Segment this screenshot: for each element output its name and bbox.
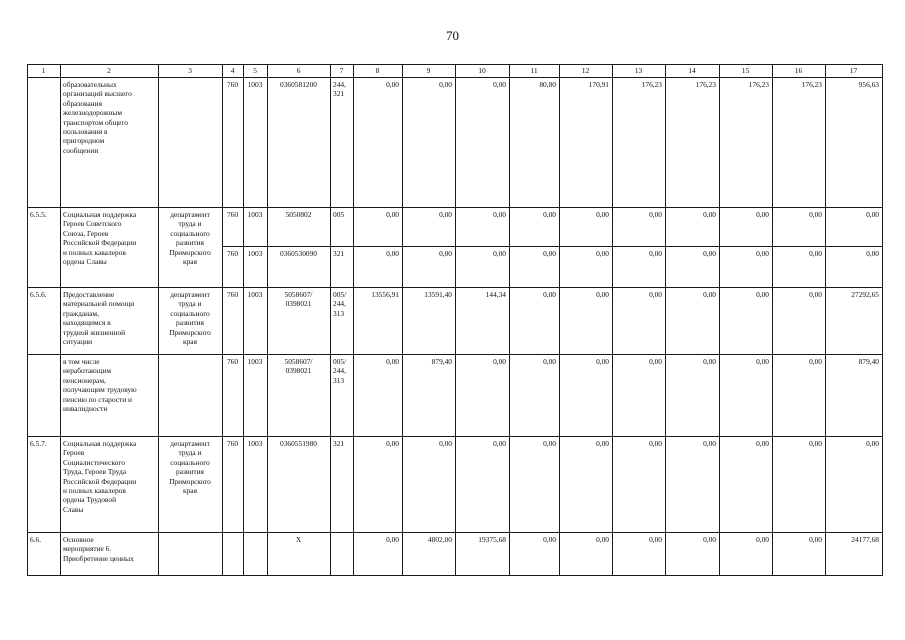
column-rule xyxy=(559,64,560,576)
value-cell: 0,00 xyxy=(439,210,452,219)
value-cell: 0,00 xyxy=(756,249,769,258)
cell-col6: 0360530090 xyxy=(280,249,317,258)
value-cell: 0,00 xyxy=(596,535,609,544)
cell-col4: 760 xyxy=(226,210,239,219)
value-cell: 0,00 xyxy=(493,439,506,448)
value-cell: 0,00 xyxy=(756,535,769,544)
value-cell: 956,63 xyxy=(858,80,879,89)
column-header-11: 11 xyxy=(530,66,538,75)
value-cell: 0,00 xyxy=(493,357,506,366)
value-cell: 0,00 xyxy=(809,249,822,258)
value-cell: 0,00 xyxy=(386,80,399,89)
cell-col5: 1003 xyxy=(247,80,263,89)
value-cell: 0,00 xyxy=(493,210,506,219)
column-header-6: 6 xyxy=(296,66,301,75)
value-cell: 879,40 xyxy=(858,357,879,366)
value-cell: 0,00 xyxy=(596,290,609,299)
value-cell: 0,00 xyxy=(703,439,716,448)
value-cell: 0,00 xyxy=(543,357,556,366)
column-header-7: 7 xyxy=(339,66,344,75)
value-cell: 0,00 xyxy=(543,249,556,258)
row-number: 6.5.6. xyxy=(30,290,47,299)
cell-col7: 005 xyxy=(333,210,345,219)
column-header-17: 17 xyxy=(849,66,858,75)
value-cell: 0,00 xyxy=(543,210,556,219)
column-header-8: 8 xyxy=(375,66,380,75)
cell-col6: 5058607/ 0398021 xyxy=(284,290,313,309)
value-cell: 0,00 xyxy=(439,439,452,448)
value-cell: 0,00 xyxy=(386,439,399,448)
value-cell: 0,00 xyxy=(386,535,399,544)
value-cell: 0,00 xyxy=(596,357,609,366)
value-cell: 0,00 xyxy=(703,249,716,258)
cell-col4: 760 xyxy=(226,439,239,448)
value-cell: 80,80 xyxy=(539,80,556,89)
cell-col7: 321 xyxy=(333,439,345,448)
value-cell: 0,00 xyxy=(703,210,716,219)
value-cell: 0,00 xyxy=(703,290,716,299)
column-header-13: 13 xyxy=(634,66,643,75)
cell-col5: 1003 xyxy=(247,357,263,366)
column-rule xyxy=(665,64,666,576)
row-executor: департамент труда и социального развития Приморского края xyxy=(169,290,211,347)
row-name: Предоставление материальной помощи гражданам, находящимся в трудной жизненной ситуации xyxy=(63,290,135,347)
column-header-4: 4 xyxy=(230,66,235,75)
row-executor: департамент труда и социального развития Приморского края xyxy=(169,439,211,496)
value-cell: 0,00 xyxy=(649,210,662,219)
column-header-9: 9 xyxy=(426,66,431,75)
row-name: Основное мероприятие 6. Приобретение ценных xyxy=(63,535,134,563)
value-cell: 0,00 xyxy=(439,80,452,89)
cell-col7: 244, 321 xyxy=(333,80,346,99)
value-cell: 0,00 xyxy=(493,80,506,89)
value-cell: 4802,00 xyxy=(427,535,452,544)
cell-col4: 760 xyxy=(226,357,239,366)
value-cell: 0,00 xyxy=(386,210,399,219)
value-cell: 0,00 xyxy=(493,249,506,258)
value-cell: 0,00 xyxy=(756,439,769,448)
value-cell: 19375,68 xyxy=(478,535,506,544)
value-cell: 0,00 xyxy=(756,210,769,219)
column-rule xyxy=(612,64,613,576)
value-cell: 0,00 xyxy=(596,249,609,258)
row-number: 6.5.5. xyxy=(30,210,47,219)
value-cell: 0,00 xyxy=(543,290,556,299)
column-header-3: 3 xyxy=(188,66,192,75)
value-cell: 0,00 xyxy=(596,439,609,448)
column-rule xyxy=(455,64,456,576)
value-cell: 0,00 xyxy=(596,210,609,219)
row-name: в том числе неработающим пенсионерам, получающим трудовую пенсию по старости и инвалидности xyxy=(63,357,137,414)
value-cell: 0,00 xyxy=(809,535,822,544)
cell-col7: 005/ 244, 313 xyxy=(333,290,347,318)
column-rule xyxy=(353,64,354,576)
cell-col6: 5058607/ 0398021 xyxy=(284,357,313,376)
cell-col7: 321 xyxy=(333,249,345,258)
value-cell: 0,00 xyxy=(543,439,556,448)
column-rule xyxy=(158,64,159,576)
sub-row-rule xyxy=(222,246,883,247)
column-header-14: 14 xyxy=(688,66,696,75)
value-cell: 176,23 xyxy=(748,80,769,89)
value-cell: 0,00 xyxy=(809,210,822,219)
row-name: образовательных организаций высшего образования железнодорожным транспортом общего пользования в пригородном сообщении xyxy=(63,80,132,155)
value-cell: 24177,68 xyxy=(851,535,879,544)
value-cell: 0,00 xyxy=(703,357,716,366)
column-header-1: 1 xyxy=(41,66,46,75)
cell-col5: 1003 xyxy=(247,290,263,299)
column-header-15: 15 xyxy=(741,66,750,75)
value-cell: 0,00 xyxy=(386,249,399,258)
cell-col6: 0360581200 xyxy=(280,80,317,89)
column-rule xyxy=(267,64,268,576)
value-cell: 27292,65 xyxy=(851,290,879,299)
value-cell: 170,91 xyxy=(588,80,609,89)
value-cell: 0,00 xyxy=(649,290,662,299)
cell-col5: 1003 xyxy=(247,249,263,258)
value-cell: 0,00 xyxy=(649,535,662,544)
value-cell: 0,00 xyxy=(649,249,662,258)
value-cell: 144,34 xyxy=(485,290,506,299)
value-cell: 13591,40 xyxy=(424,290,452,299)
column-rule xyxy=(402,64,403,576)
column-rule xyxy=(60,64,61,576)
column-rule xyxy=(719,64,720,576)
cell-col6: X xyxy=(295,535,302,544)
value-cell: 0,00 xyxy=(866,249,879,258)
row-executor: департамент труда и социального развития Приморского края xyxy=(169,210,211,267)
cell-col4: 760 xyxy=(226,249,239,258)
column-rule xyxy=(27,64,28,576)
value-cell: 13556,91 xyxy=(371,290,399,299)
column-rule xyxy=(243,64,244,576)
cell-col5: 1003 xyxy=(247,439,263,448)
column-header-5: 5 xyxy=(253,66,257,75)
value-cell: 0,00 xyxy=(543,535,556,544)
column-header-16: 16 xyxy=(794,66,803,75)
value-cell: 0,00 xyxy=(866,210,879,219)
cell-col6: 0360551980 xyxy=(280,439,317,448)
value-cell: 879,40 xyxy=(431,357,452,366)
value-cell: 0,00 xyxy=(649,357,662,366)
value-cell: 0,00 xyxy=(809,357,822,366)
cell-col4: 760 xyxy=(226,80,239,89)
row-name: Социальная поддержка Героев Социалистического Труда, Героев Труда Российской Федерации и полных кавалеров ордена Трудовой Славы xyxy=(63,439,137,514)
cell-col6: 5050802 xyxy=(285,210,312,219)
value-cell: 176,23 xyxy=(801,80,822,89)
value-cell: 0,00 xyxy=(809,439,822,448)
column-header-10: 10 xyxy=(478,66,486,75)
column-rule xyxy=(882,64,883,576)
value-cell: 0,00 xyxy=(809,290,822,299)
value-cell: 0,00 xyxy=(703,535,716,544)
column-rule xyxy=(222,64,223,576)
value-cell: 0,00 xyxy=(649,439,662,448)
column-rule xyxy=(509,64,510,576)
column-header-2: 2 xyxy=(107,66,111,75)
value-cell: 0,00 xyxy=(386,357,399,366)
value-cell: 176,23 xyxy=(695,80,716,89)
value-cell: 0,00 xyxy=(756,290,769,299)
cell-col7: 005/ 244, 313 xyxy=(333,357,347,385)
row-name: Социальная поддержка Героев Советского Союза, Героев Российской Федерации и полных кавалеров ордена Славы xyxy=(63,210,137,267)
column-header-12: 12 xyxy=(581,66,590,75)
column-rule xyxy=(825,64,826,576)
value-cell: 0,00 xyxy=(439,249,452,258)
value-cell: 0,00 xyxy=(756,357,769,366)
column-rule xyxy=(772,64,773,576)
page-number: 70 xyxy=(446,28,459,43)
row-number: 6.6. xyxy=(30,535,42,544)
cell-col5: 1003 xyxy=(247,210,263,219)
column-rule xyxy=(330,64,331,576)
value-cell: 176,23 xyxy=(641,80,662,89)
value-cell: 0,00 xyxy=(866,439,879,448)
row-number: 6.5.7. xyxy=(30,439,47,448)
cell-col4: 760 xyxy=(226,290,239,299)
